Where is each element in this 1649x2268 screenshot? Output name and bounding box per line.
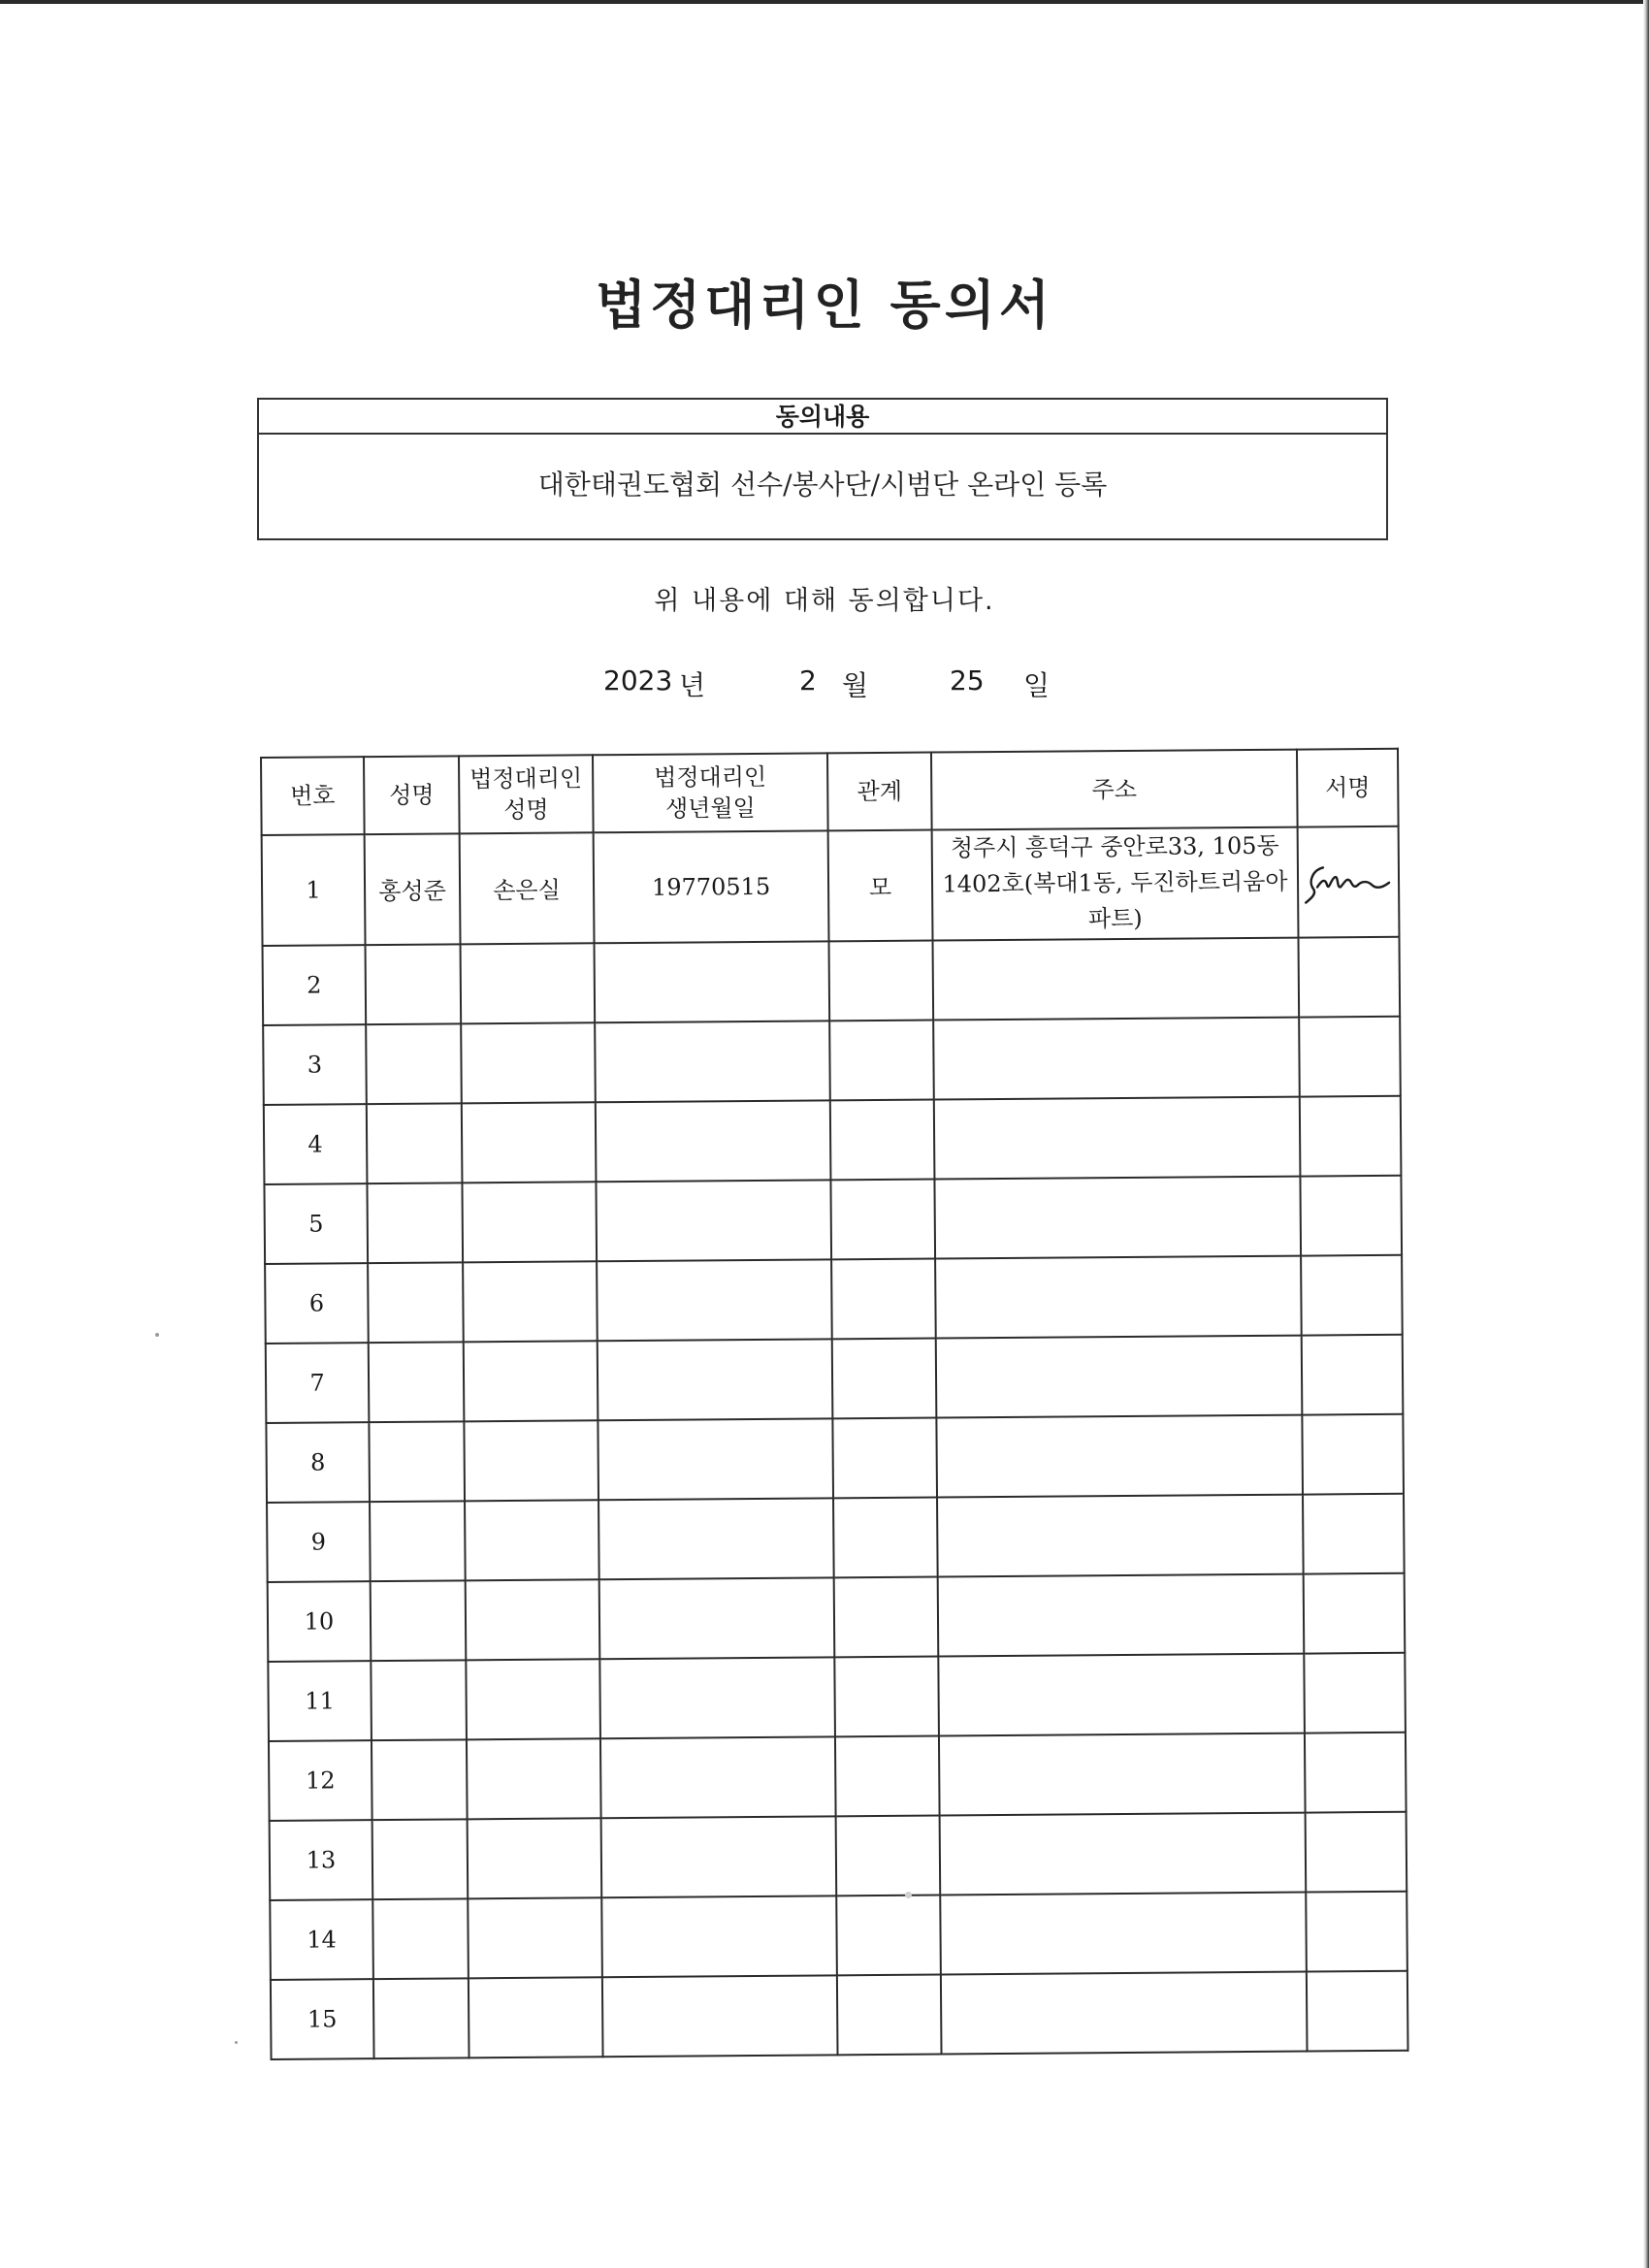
- table-row: [264, 1175, 1402, 1263]
- row-no: 2: [263, 945, 367, 1025]
- row-name: [372, 1739, 468, 1820]
- row-no: 13: [270, 1820, 373, 1900]
- row-address: [936, 1335, 1303, 1417]
- consent-content: 대한태권도협회 선수/봉사단/시범단 온라인 등록: [537, 469, 1108, 501]
- row-relation: [836, 1815, 941, 1895]
- row-guardian-birth: [601, 1816, 837, 1897]
- table-row: [266, 1334, 1404, 1422]
- row-name: [372, 1819, 469, 1899]
- row-name: [370, 1501, 466, 1581]
- row-no: 14: [270, 1899, 373, 1980]
- row-address: [939, 1733, 1306, 1815]
- row-no: 3: [263, 1024, 367, 1105]
- row-guardian-birth: [597, 1259, 832, 1341]
- table-header-row: [261, 749, 1399, 835]
- header-address: 주소: [931, 750, 1298, 830]
- row-name: [367, 1183, 463, 1263]
- row-relation: [836, 1895, 941, 1975]
- row-guardian-name: [466, 1659, 600, 1739]
- row-address: [932, 827, 1299, 941]
- row-no: 7: [266, 1343, 370, 1423]
- row-guardian-birth: [601, 1895, 837, 1977]
- row-no: 6: [265, 1263, 369, 1344]
- row-guardian-name: [465, 1500, 599, 1580]
- row-signature: [1302, 1334, 1404, 1414]
- row-name: 홍성준: [365, 833, 461, 944]
- row-guardian-name: [467, 1738, 601, 1819]
- row-no: 4: [264, 1104, 368, 1184]
- row-name: [371, 1580, 467, 1661]
- row-guardian-name: [466, 1579, 600, 1660]
- row-name: [372, 1898, 469, 1979]
- row-guardian-name: [464, 1420, 598, 1501]
- row-signature: [1299, 1016, 1401, 1096]
- row-relation: 모: [828, 830, 933, 941]
- date-day: 25: [950, 664, 985, 697]
- row-signature: [1301, 1254, 1403, 1335]
- row-name: [371, 1660, 467, 1740]
- row-no: 9: [267, 1502, 371, 1582]
- row-relation: [834, 1576, 939, 1657]
- row-address: [933, 937, 1300, 1020]
- row-guardian-birth: [595, 941, 830, 1022]
- row-relation: [830, 1099, 935, 1180]
- row-guardian-birth: 19770515: [594, 830, 829, 942]
- row-guardian-name: [469, 1977, 603, 2057]
- row-relation: [829, 1020, 934, 1100]
- header-guardian-name-line2: 성명: [503, 795, 549, 825]
- row-relation: [832, 1417, 937, 1498]
- row-address: [936, 1414, 1303, 1497]
- date-month: 2: [799, 664, 817, 697]
- row-guardian-birth: [599, 1657, 835, 1738]
- row-relation: [830, 1179, 935, 1259]
- row-guardian-name: [461, 943, 596, 1023]
- row-relation: [835, 1735, 940, 1816]
- row-guardian-birth: [595, 1021, 830, 1102]
- row-relation: [837, 1974, 942, 2055]
- row-address-line2: 1402호(복대1동, 두진하트리움아파트): [942, 867, 1288, 933]
- row-guardian-birth: [602, 1975, 838, 2057]
- row-signature: [1300, 1175, 1402, 1255]
- row-guardian-name: [463, 1261, 598, 1342]
- row-signature: [1306, 1891, 1407, 1971]
- row-no: 10: [268, 1581, 372, 1662]
- row-address: [935, 1255, 1302, 1338]
- row-guardian-name: [464, 1341, 598, 1421]
- row-guardian-name: [462, 1182, 597, 1262]
- consent-box: [257, 398, 1388, 540]
- table-row: [269, 1732, 1406, 1820]
- row-signature: [1298, 936, 1400, 1017]
- table-row: [264, 1095, 1402, 1183]
- table-row: [270, 1811, 1407, 1899]
- row-guardian-birth: [598, 1339, 833, 1420]
- date-year: 2023: [603, 664, 673, 697]
- row-no: 1: [262, 834, 366, 945]
- row-signature: [1306, 1811, 1407, 1892]
- row-guardian-birth: [598, 1498, 834, 1579]
- row-address: [934, 1176, 1301, 1258]
- row-no: 15: [271, 1979, 374, 2059]
- date-year-unit: 년: [679, 669, 706, 701]
- row-address-line1: 청주시 흥덕구 중안로33, 105동: [950, 831, 1279, 862]
- header-guardian-birth: [593, 753, 828, 832]
- row-signature: [1298, 826, 1400, 937]
- header-guardian-birth-line2: 생년월일: [664, 794, 756, 823]
- document-title: 법정대리인 동의서: [595, 275, 1054, 336]
- scan-speck: [235, 2041, 238, 2044]
- row-no: 11: [268, 1661, 372, 1741]
- row-relation: [833, 1497, 938, 1577]
- row-address: [938, 1573, 1305, 1656]
- row-signature: [1300, 1095, 1402, 1176]
- row-signature: [1305, 1732, 1406, 1812]
- header-guardian-birth-line1: 법정대리인: [654, 762, 767, 792]
- table-row: [265, 1254, 1403, 1343]
- table-row: [263, 936, 1401, 1024]
- date-day-unit: 일: [1023, 669, 1051, 701]
- scan-edge-top: [0, 0, 1649, 4]
- table-row: [262, 826, 1400, 946]
- row-signature: [1304, 1572, 1406, 1653]
- row-guardian-birth: [596, 1180, 831, 1261]
- row-name: [369, 1421, 465, 1502]
- table-row: [266, 1413, 1404, 1502]
- handwritten-signature-icon: [1304, 859, 1393, 905]
- row-name: [369, 1342, 465, 1422]
- guardian-table-wrap: [260, 748, 1406, 2033]
- row-guardian-name: [468, 1818, 602, 1898]
- row-signature: [1303, 1493, 1405, 1573]
- table-row: [270, 1891, 1407, 1979]
- row-no: 12: [269, 1740, 372, 1821]
- table-row: [271, 1970, 1408, 2058]
- row-guardian-name: [468, 1897, 602, 1978]
- row-name: [367, 1103, 463, 1183]
- row-guardian-birth: [599, 1577, 835, 1659]
- row-guardian-birth: [596, 1100, 831, 1182]
- scan-speck: [905, 1892, 912, 1898]
- row-name: [366, 944, 462, 1024]
- header-guardian-name-line1: 법정대리인: [469, 764, 583, 793]
- header-signature: 서명: [1297, 749, 1399, 827]
- row-guardian-birth: [600, 1736, 836, 1818]
- row-guardian-name: 손은실: [460, 832, 595, 944]
- row-relation: [834, 1656, 939, 1736]
- header-no: 번호: [261, 757, 365, 835]
- header-relation: 관계: [827, 753, 932, 831]
- header-name: 성명: [364, 756, 460, 834]
- row-relation: [829, 940, 934, 1021]
- row-address: [934, 1096, 1301, 1179]
- table-row: [268, 1572, 1406, 1661]
- row-address: [941, 1971, 1308, 2054]
- row-signature: [1307, 1970, 1408, 2051]
- row-address: [937, 1494, 1304, 1576]
- row-no: 5: [264, 1183, 368, 1264]
- header-guardian-name: [459, 755, 594, 833]
- row-relation: [831, 1258, 936, 1339]
- row-address: [940, 1892, 1307, 1974]
- row-name: [366, 1023, 462, 1104]
- consent-header: 동의내용: [259, 400, 1386, 435]
- table-row: [263, 1016, 1401, 1104]
- row-signature: [1304, 1652, 1406, 1733]
- row-name: [373, 1978, 469, 2058]
- row-no: 8: [266, 1422, 370, 1503]
- row-address: [938, 1653, 1305, 1735]
- table-row: [268, 1652, 1406, 1740]
- scan-edge-right: [1643, 0, 1649, 2268]
- row-address: [940, 1812, 1307, 1895]
- date-month-unit: 월: [842, 669, 869, 701]
- guardian-table: [260, 748, 1409, 2060]
- scan-speck: [155, 1333, 159, 1337]
- row-guardian-name: [461, 1022, 596, 1103]
- table-row: [267, 1493, 1405, 1581]
- row-relation: [832, 1338, 937, 1418]
- row-signature: [1302, 1413, 1404, 1494]
- row-guardian-birth: [598, 1418, 833, 1500]
- row-guardian-name: [462, 1102, 597, 1183]
- row-address: [933, 1017, 1300, 1099]
- row-name: [368, 1262, 464, 1343]
- agreement-statement: 위 내용에 대해 동의합니다.: [654, 586, 995, 616]
